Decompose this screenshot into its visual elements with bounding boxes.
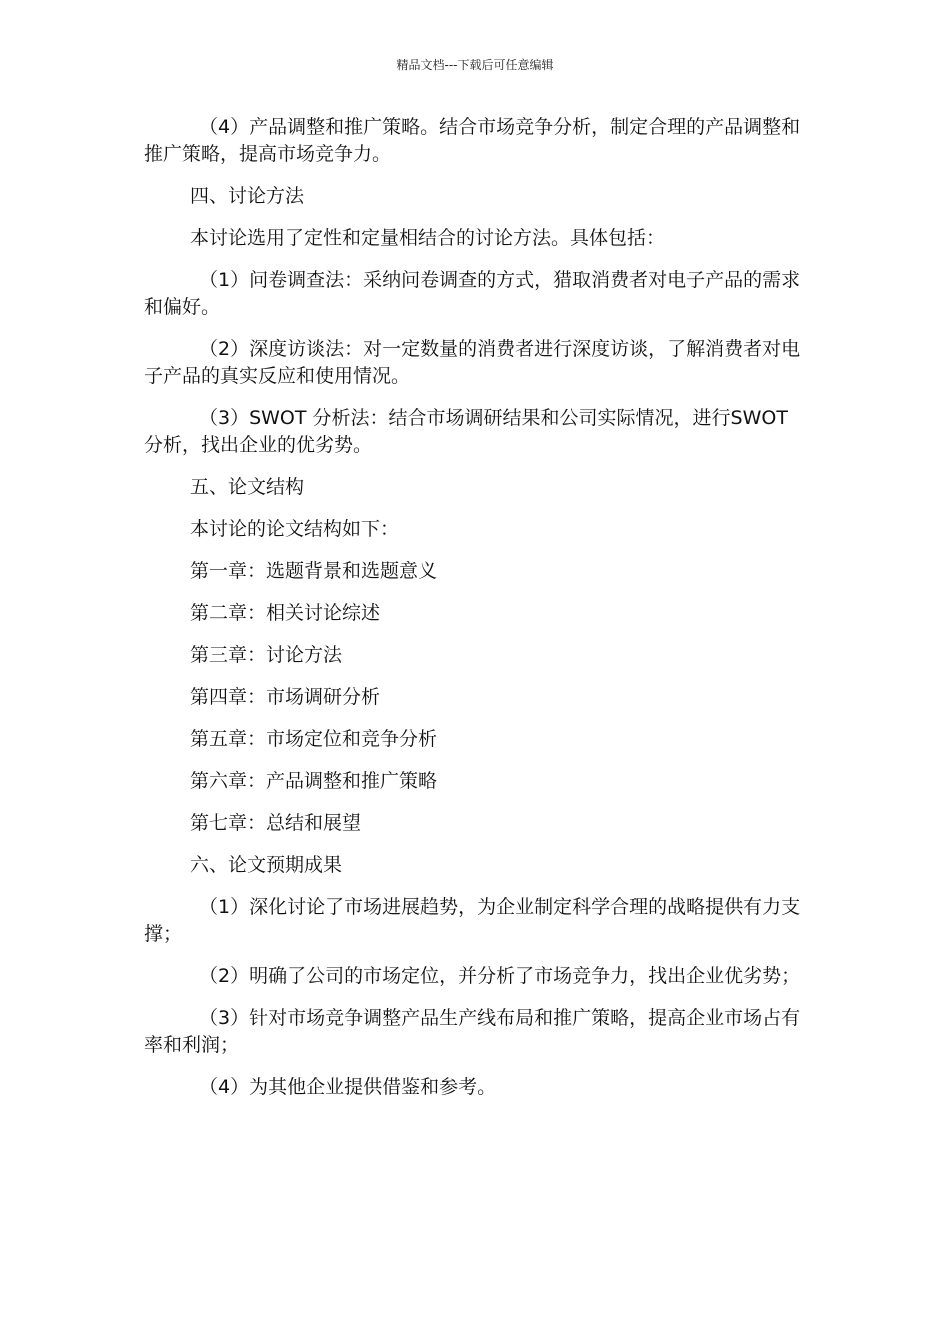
document-body	[144, 114, 806, 1116]
chapter-item: 第七章：总结和展望	[190, 812, 362, 834]
outcome-item: （1）深化讨论了市场进展趋势，为企业制定科学合理的战略提供有力支撑；	[144, 896, 801, 945]
chapter-item: 第四章：市场调研分析	[190, 686, 381, 708]
section-heading-methods: 四、讨论方法	[190, 185, 305, 207]
paragraph-product-strategy: （4）产品调整和推广策略。结合市场竞争分析，制定合理的产品调整和推广策略，提高市场竞争力。	[144, 116, 801, 165]
section-heading-structure: 五、论文结构	[190, 476, 305, 498]
chapter-item: 第六章：产品调整和推广策略	[190, 770, 438, 792]
outcome-item: （3）针对市场竞争调整产品生产线布局和推广策略，提高企业市场占有率和利润；	[144, 1007, 801, 1056]
outcome-item: （4）为其他企业提供借鉴和参考。	[199, 1076, 497, 1098]
chapter-item: 第二章：相关讨论综述	[190, 602, 381, 624]
outcome-item: （2）明确了公司的市场定位，并分析了市场竞争力，找出企业优劣势；	[199, 965, 801, 987]
paragraph-structure-intro: 本讨论的论文结构如下：	[190, 518, 400, 540]
chapter-item: 第三章：讨论方法	[190, 644, 343, 666]
page-header: 精品文档---下载后可任意编辑	[396, 58, 554, 72]
section-heading-outcomes: 六、论文预期成果	[190, 854, 343, 876]
chapter-item: 第一章：选题背景和选题意义	[190, 560, 438, 582]
paragraph-methods-intro: 本讨论选用了定性和定量相结合的讨论方法。具体包括：	[190, 227, 666, 249]
paragraph-method-interview: （2）深度访谈法：对一定数量的消费者进行深度访谈，了解消费者对电子产品的真实反应和使用情况。	[144, 338, 801, 387]
paragraph-method-swot: （3）SWOT 分析法：结合市场调研结果和公司实际情况，进行SWOT 分析，找出企业的优劣势。	[144, 407, 788, 456]
chapter-item: 第五章：市场定位和竞争分析	[190, 728, 438, 750]
paragraph-method-survey: （1）问卷调查法：采纳问卷调查的方式，猎取消费者对电子产品的需求和偏好。	[144, 269, 801, 318]
